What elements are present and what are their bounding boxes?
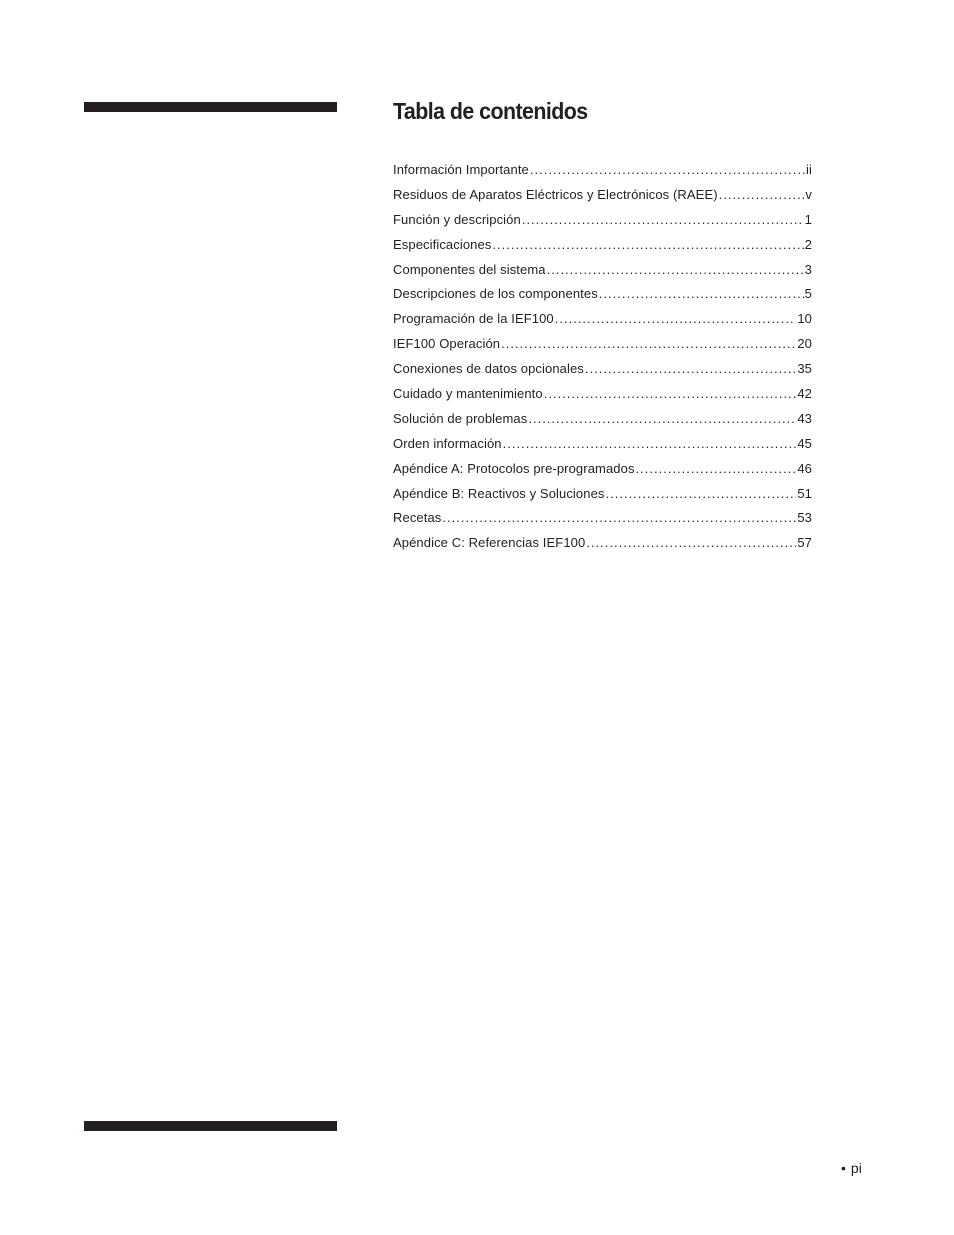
toc-entry[interactable] <box>393 332 812 357</box>
toc-entry-page: 3 <box>804 261 812 277</box>
toc-entry-label: Residuos de Aparatos Eléctricos y Electrónicos (RAEE) <box>393 186 718 202</box>
bottom-rule <box>84 1121 337 1131</box>
toc-entry[interactable] <box>393 357 812 382</box>
toc-entry[interactable] <box>393 282 812 307</box>
toc-entry[interactable] <box>393 307 812 332</box>
toc-dot-leader <box>636 457 797 482</box>
toc-dot-leader <box>599 282 804 307</box>
toc-entry-page: 45 <box>797 435 812 451</box>
toc-dot-leader <box>586 531 796 556</box>
toc-entry-label: Apéndice B: Reactivos y Soluciones <box>393 485 605 501</box>
toc-entry[interactable] <box>393 432 812 457</box>
toc-entry-page: 35 <box>797 361 812 377</box>
toc-entry[interactable] <box>393 457 812 482</box>
toc-entry-label: Información Importante <box>393 162 529 177</box>
toc-entry-label: Programación de la IEF100 <box>393 311 554 327</box>
toc-dot-leader <box>544 382 797 407</box>
toc-entry-page: 51 <box>797 485 812 501</box>
bullet-icon: • <box>841 1160 846 1176</box>
toc-entry[interactable] <box>393 382 812 407</box>
toc-entry-page: v <box>805 186 812 202</box>
toc-entry-label: Componentes del sistema <box>393 261 546 277</box>
toc-entry-label: Función y descripción <box>393 211 521 227</box>
toc-dot-leader <box>501 332 796 357</box>
toc-entry[interactable] <box>393 482 812 507</box>
toc-dot-leader <box>555 307 797 332</box>
toc-entry-page: ii <box>806 162 812 177</box>
toc-entry-label: Especificaciones <box>393 236 492 252</box>
toc-entry-label: Cuidado y mantenimiento <box>393 386 543 402</box>
toc-entry[interactable] <box>393 183 812 208</box>
toc-entry-page: 5 <box>804 286 812 302</box>
toc-dot-leader <box>606 482 797 507</box>
toc-entry-label: Conexiones de datos opcionales <box>393 361 584 377</box>
toc-entry-page: 10 <box>797 311 812 327</box>
toc-dot-leader <box>503 432 797 457</box>
toc-entry-label: IEF100 Operación <box>393 336 501 352</box>
page-title: Tabla de contenidos <box>393 98 588 124</box>
toc-entry-label: Orden información <box>393 435 502 451</box>
toc-entry-label: Recetas <box>393 510 442 526</box>
toc-entry[interactable] <box>393 258 812 283</box>
toc-entry-page: 43 <box>797 410 812 426</box>
toc-entry[interactable] <box>393 506 812 531</box>
page-number <box>841 1160 862 1176</box>
toc-dot-leader <box>585 357 796 382</box>
toc-entry[interactable] <box>393 208 812 233</box>
toc-dot-leader <box>719 183 805 208</box>
toc-entry-page: 46 <box>797 460 812 476</box>
toc-dot-leader <box>492 233 803 258</box>
toc-dot-leader <box>522 208 804 233</box>
toc-entry-page: 20 <box>797 336 812 352</box>
toc-dot-leader <box>528 407 796 432</box>
toc-dot-leader <box>547 258 804 283</box>
toc-entry-label: Apéndice A: Protocolos pre-programados <box>393 460 635 476</box>
toc-entry-page: 53 <box>797 510 812 526</box>
toc-entry-page: 42 <box>797 386 812 402</box>
page-number-label: pi <box>850 1160 862 1176</box>
toc-entry-label: Descripciones de los componentes <box>393 286 598 302</box>
toc-entry-label: Apéndice C: Referencias IEF100 <box>393 535 586 551</box>
toc-dot-leader <box>442 506 796 531</box>
toc-entry-label: Solución de problemas <box>393 410 528 426</box>
table-of-contents <box>393 158 812 556</box>
toc-entry-page: 2 <box>804 236 812 252</box>
toc-entry[interactable] <box>393 531 812 556</box>
toc-entry-page: 57 <box>797 535 812 551</box>
toc-entry-page: 1 <box>804 211 812 227</box>
top-rule <box>84 102 337 112</box>
toc-entry[interactable] <box>393 158 812 183</box>
toc-dot-leader <box>530 158 805 183</box>
toc-entry[interactable] <box>393 407 812 432</box>
toc-entry[interactable] <box>393 233 812 258</box>
